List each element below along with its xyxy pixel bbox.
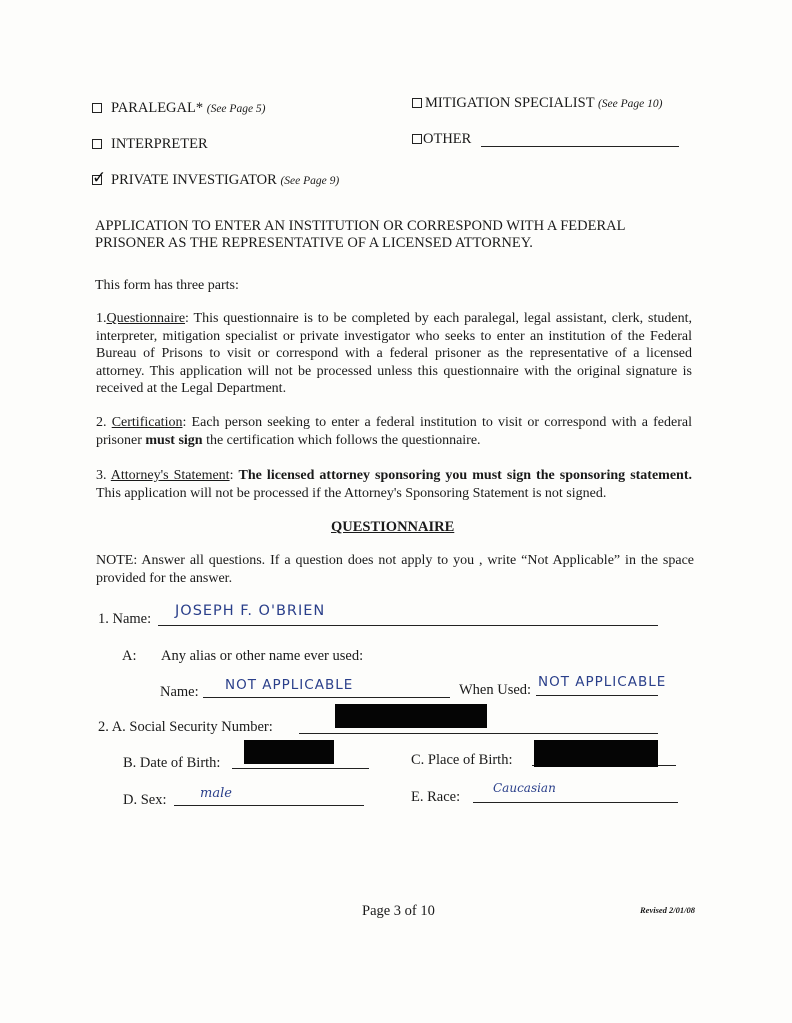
part2-text-b: the certification which follows the questionnaire. [202, 432, 481, 448]
alias-label: Any alias or other name ever used: [161, 648, 364, 664]
other-option[interactable] [412, 131, 471, 148]
page-number: Page 3 of 10 [362, 903, 435, 919]
dob-label: B. Date of Birth: [123, 755, 221, 771]
part3-bold: The licensed attorney sponsoring you must sign the sponsoring statement. [238, 468, 692, 483]
when-used-value: NOT APPLICABLE [538, 674, 667, 690]
mitigation-option[interactable] [412, 95, 662, 112]
ssn-field[interactable] [299, 733, 658, 734]
alias-prefix: A: [122, 648, 137, 664]
paralegal-label: PARALEGAL* [111, 100, 204, 116]
paralegal-checkbox[interactable] [92, 103, 102, 113]
part2-text-a: : Each person seeking to enter a federal institution to visit or correspond with a federal prisoner [96, 415, 692, 448]
part3-paragraph [96, 467, 692, 502]
mitigation-label: MITIGATION SPECIALIST [425, 95, 595, 111]
race-field[interactable] [473, 802, 678, 803]
name-field[interactable] [158, 625, 658, 626]
alias-name-field[interactable] [203, 697, 450, 698]
sex-field[interactable] [174, 805, 364, 806]
pob-redaction [534, 740, 658, 767]
when-used-field[interactable] [536, 695, 658, 696]
name-label: 1. Name: [98, 611, 152, 627]
part2-bold: must sign [145, 432, 203, 448]
ssn-redaction [335, 704, 487, 728]
alias-name-value: NOT APPLICABLE [225, 677, 354, 693]
part1-text: : This questionnaire is to be completed by each paralegal, legal assistant, clerk, student, interpreter, mitigation specialist or private investigator who seeks to enter an institution of the Federal Bureau of Prisons to visit or correspond with a federal prisoner as the representative of a licensed attorney. This application will not be processed unless this questionnaire with the original signature is received at the Legal Department. [96, 311, 692, 397]
part2-heading: Certification [111, 415, 183, 430]
mitigation-note: (See Page 10) [597, 98, 663, 110]
when-used-label: When Used: [459, 682, 532, 698]
investigator-option[interactable] [92, 172, 339, 189]
other-line[interactable] [481, 146, 679, 147]
investigator-label: PRIVATE INVESTIGATOR [111, 172, 277, 188]
note-paragraph: NOTE: Answer all questions. If a question does not apply to you , write “Not Applicable” in the space provided for the answer. [96, 553, 694, 586]
questionnaire-heading: QUESTIONNAIRE [331, 519, 455, 535]
sex-value: male [200, 786, 232, 801]
revision-date: Revised 2/01/08 [640, 905, 696, 915]
interpreter-checkbox[interactable] [92, 139, 102, 149]
race-label: E. Race: [411, 789, 461, 805]
part1-paragraph [96, 310, 692, 398]
paralegal-option[interactable] [92, 100, 266, 117]
interpreter-label: INTERPRETER [111, 136, 208, 152]
part2-num: 2. [96, 415, 112, 430]
part3-heading: Attorney's Statement [110, 468, 230, 483]
dob-field[interactable] [232, 768, 369, 769]
part3-num: 3. [96, 468, 111, 483]
alias-name-label: Name: [160, 684, 199, 700]
dob-redaction [244, 740, 334, 764]
investigator-note: (See Page 9) [280, 175, 340, 187]
part1-heading: Questionnaire [106, 311, 186, 326]
form-title-line2: PRISONER AS THE REPRESENTATIVE OF A LICENSED ATTORNEY. [95, 235, 533, 251]
interpreter-option[interactable] [92, 136, 208, 153]
part1-num: 1. [96, 311, 107, 326]
paralegal-note: (See Page 5) [206, 103, 266, 115]
sex-label: D. Sex: [123, 792, 167, 808]
mitigation-checkbox[interactable] [412, 98, 422, 108]
race-value: Caucasian [493, 781, 556, 795]
other-checkbox[interactable] [412, 134, 422, 144]
pob-label: C. Place of Birth: [411, 752, 513, 768]
part2-paragraph [96, 414, 692, 449]
ssn-label: 2. A. Social Security Number: [98, 719, 273, 735]
name-value: JOSEPH F. O'BRIEN [175, 603, 326, 619]
parts-intro: This form has three parts: [95, 278, 239, 293]
form-title [95, 218, 695, 252]
form-title-line1: APPLICATION TO ENTER AN INSTITUTION OR CORRESPOND WITH A FEDERAL [95, 218, 626, 234]
other-label: OTHER [423, 131, 472, 147]
part3-colon: : [229, 468, 239, 483]
part3-text: This application will not be processed if the Attorney's Sponsoring Statement is not signed. [96, 485, 607, 501]
investigator-checkbox[interactable] [92, 175, 102, 185]
